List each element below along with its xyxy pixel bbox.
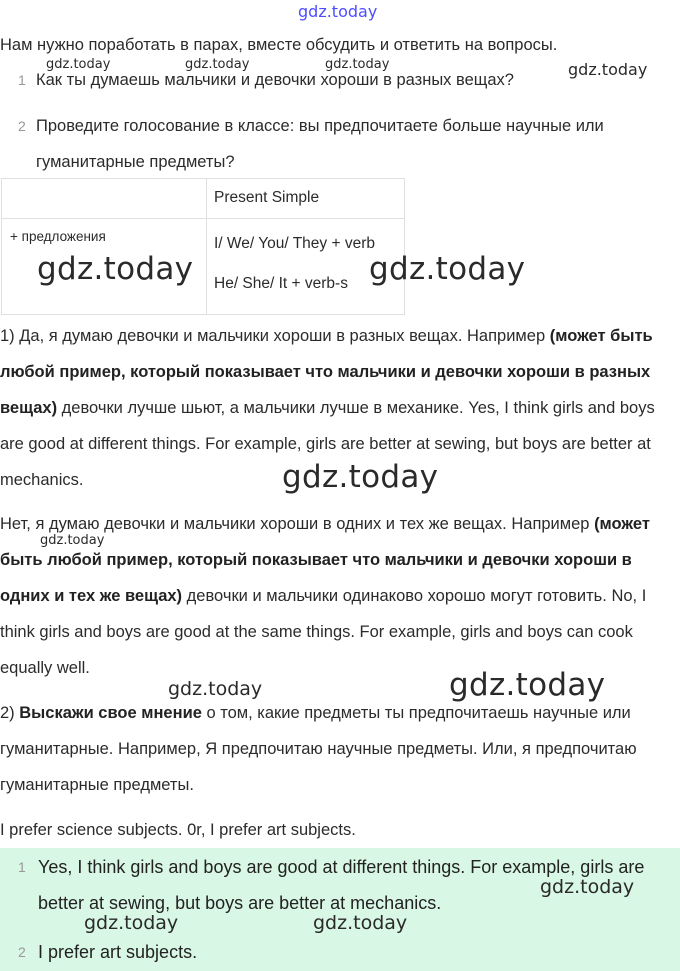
answer-text: I prefer art subjects.	[38, 942, 198, 962]
form-singular: He/ She/ It + verb-s	[214, 275, 348, 292]
watermark: gdz.today	[313, 912, 408, 934]
answer-1-bold: (может быть любой пример, который показывает что мальчики и девочки хороши в разных вещах)	[0, 327, 653, 417]
site-watermark-top: gdz.today	[298, 2, 378, 21]
watermark: gdz.today	[40, 533, 105, 548]
answer-1-rest: девочки лучше шьют, а мальчики лучше в механике. Yes, I think girls and boys are good at different things. For example, girls are better at sewing, but boys are better at mechanics.	[0, 399, 655, 489]
table-row-label: + предложения	[2, 219, 207, 315]
watermark: gdz.today	[84, 912, 179, 934]
question-text: Как ты думаешь мальчики и девочки хороши в разных вещах?	[36, 71, 514, 89]
watermark: gdz.today	[168, 678, 263, 700]
answer-number: 2	[18, 944, 26, 960]
watermark: gdz.today	[282, 459, 439, 495]
question-number: 2	[18, 118, 26, 134]
answer-text: Yes, I think girls and boys are good at different things. For example, girls are better at sewing, but boys are better at mechanics.	[38, 857, 645, 913]
answer-1-prefix: 1) Да, я думаю девочки и мальчики хороши в разных вещах. Например	[0, 327, 550, 345]
answer-2-bold: Выскажи свое мнение	[19, 704, 202, 722]
watermark: gdz.today	[46, 57, 111, 72]
watermark: gdz.today	[449, 667, 606, 703]
answer-1b-prefix: Нет, я думаю девочки и мальчики хороши в одних и тех же вещах. Например	[0, 515, 595, 533]
english-line: I prefer science subjects. 0r, I prefer art subjects.	[0, 821, 356, 839]
answer-1b-rest: девочки и мальчики одинаково хорошо могут готовить. No, I think girls and boys are good at the same things. For example, girls and boys can cook equally well.	[0, 587, 647, 677]
answer-1b-bold: (может быть любой пример, который показывает что мальчики и девочки хороши в одних и тех же вещах)	[0, 515, 650, 605]
form-plural: I/ We/ You/ They + verb	[214, 235, 375, 252]
answer-2-paragraph	[0, 695, 680, 803]
table-header: Present Simple	[207, 179, 405, 219]
answer-2-prefix: 2)	[0, 704, 20, 722]
watermark: gdz.today	[37, 251, 194, 287]
answer-number: 1	[18, 859, 26, 875]
watermark: gdz.today	[369, 251, 526, 287]
watermark: gdz.today	[325, 57, 390, 72]
answers-box	[0, 848, 680, 971]
watermark: gdz.today	[540, 876, 635, 898]
question-2	[0, 108, 680, 180]
answer-2-rest: о том, какие предметы ты предпочитаешь научные или гуманитарные. Например, Я предпочитаю научные предметы. Или, я предпочитаю гуманитарные предметы.	[0, 704, 637, 794]
question-text: Проведите голосование в классе: вы предпочитаете больше научные или гуманитарные предметы?	[36, 117, 604, 171]
watermark: gdz.today	[185, 57, 250, 72]
watermark: gdz.today	[568, 60, 648, 79]
grammar-table	[1, 178, 405, 315]
intro-text: Нам нужно поработать в парах, вместе обсудить и ответить на вопросы.	[0, 36, 558, 54]
question-number: 1	[18, 72, 26, 88]
table-empty-cell	[2, 179, 207, 219]
